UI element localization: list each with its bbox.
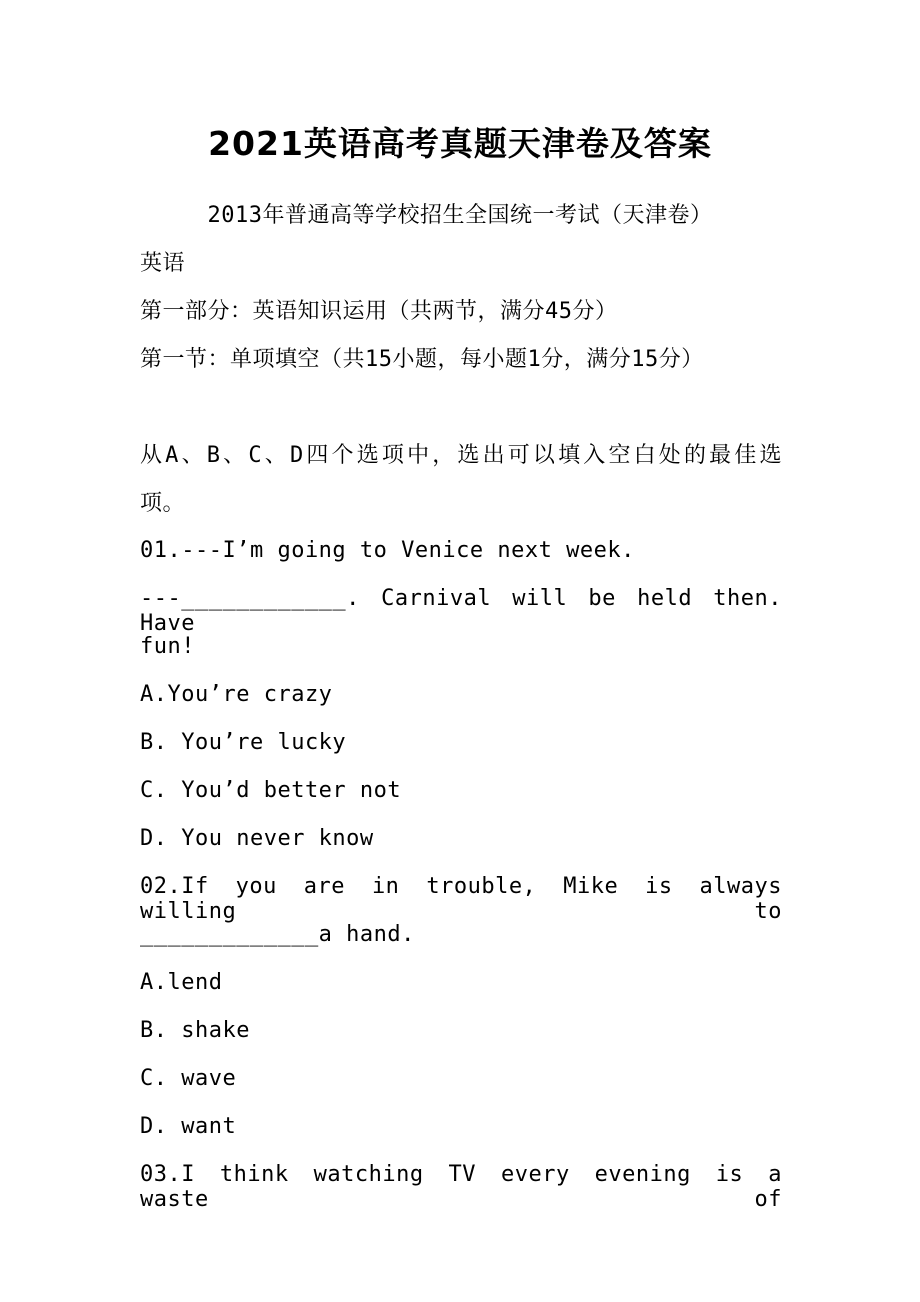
question-1-option-b: B. You’re lucky — [140, 730, 347, 755]
subject: 英语 — [140, 251, 186, 276]
question-1-stem-line-2: ---____________. Carnival will be held then. Have — [140, 586, 782, 636]
question-2-option-b: B. shake — [140, 1018, 250, 1043]
instructions-line-1: 从A、B、C、D四个选项中，选出可以填入空白处的最佳选 — [140, 443, 782, 468]
section-heading: 第一节：单项填空（共15小题，每小题1分，满分15分） — [140, 347, 704, 372]
part-heading: 第一部分：英语知识运用（共两节，满分45分） — [140, 299, 618, 324]
question-2-option-d: D. want — [140, 1114, 237, 1139]
question-1-stem-line-1: 01.---I’m going to Venice next week. — [140, 538, 635, 563]
question-1-option-a: A.You’re crazy — [140, 682, 333, 707]
question-2-stem-line-2: _____________a hand. — [140, 922, 415, 947]
page-title: 2021英语高考真题天津卷及答案 — [208, 124, 712, 163]
question-1-option-d: D. You never know — [140, 826, 374, 851]
question-2-stem-line-1: 02.If you are in trouble, Mike is always willing to — [140, 874, 782, 924]
instructions-line-2: 项。 — [140, 491, 186, 516]
exam-name: 2013年普通高等学校招生全国统一考试（天津卷） — [207, 203, 713, 228]
question-2-option-a: A.lend — [140, 970, 223, 995]
question-2-option-c: C. wave — [140, 1066, 237, 1091]
question-1-option-c: C. You’d better not — [140, 778, 402, 803]
question-3-stem-line-1: 03.I think watching TV every evening is a waste of — [140, 1162, 782, 1212]
question-1-stem-line-3: fun! — [140, 634, 195, 659]
